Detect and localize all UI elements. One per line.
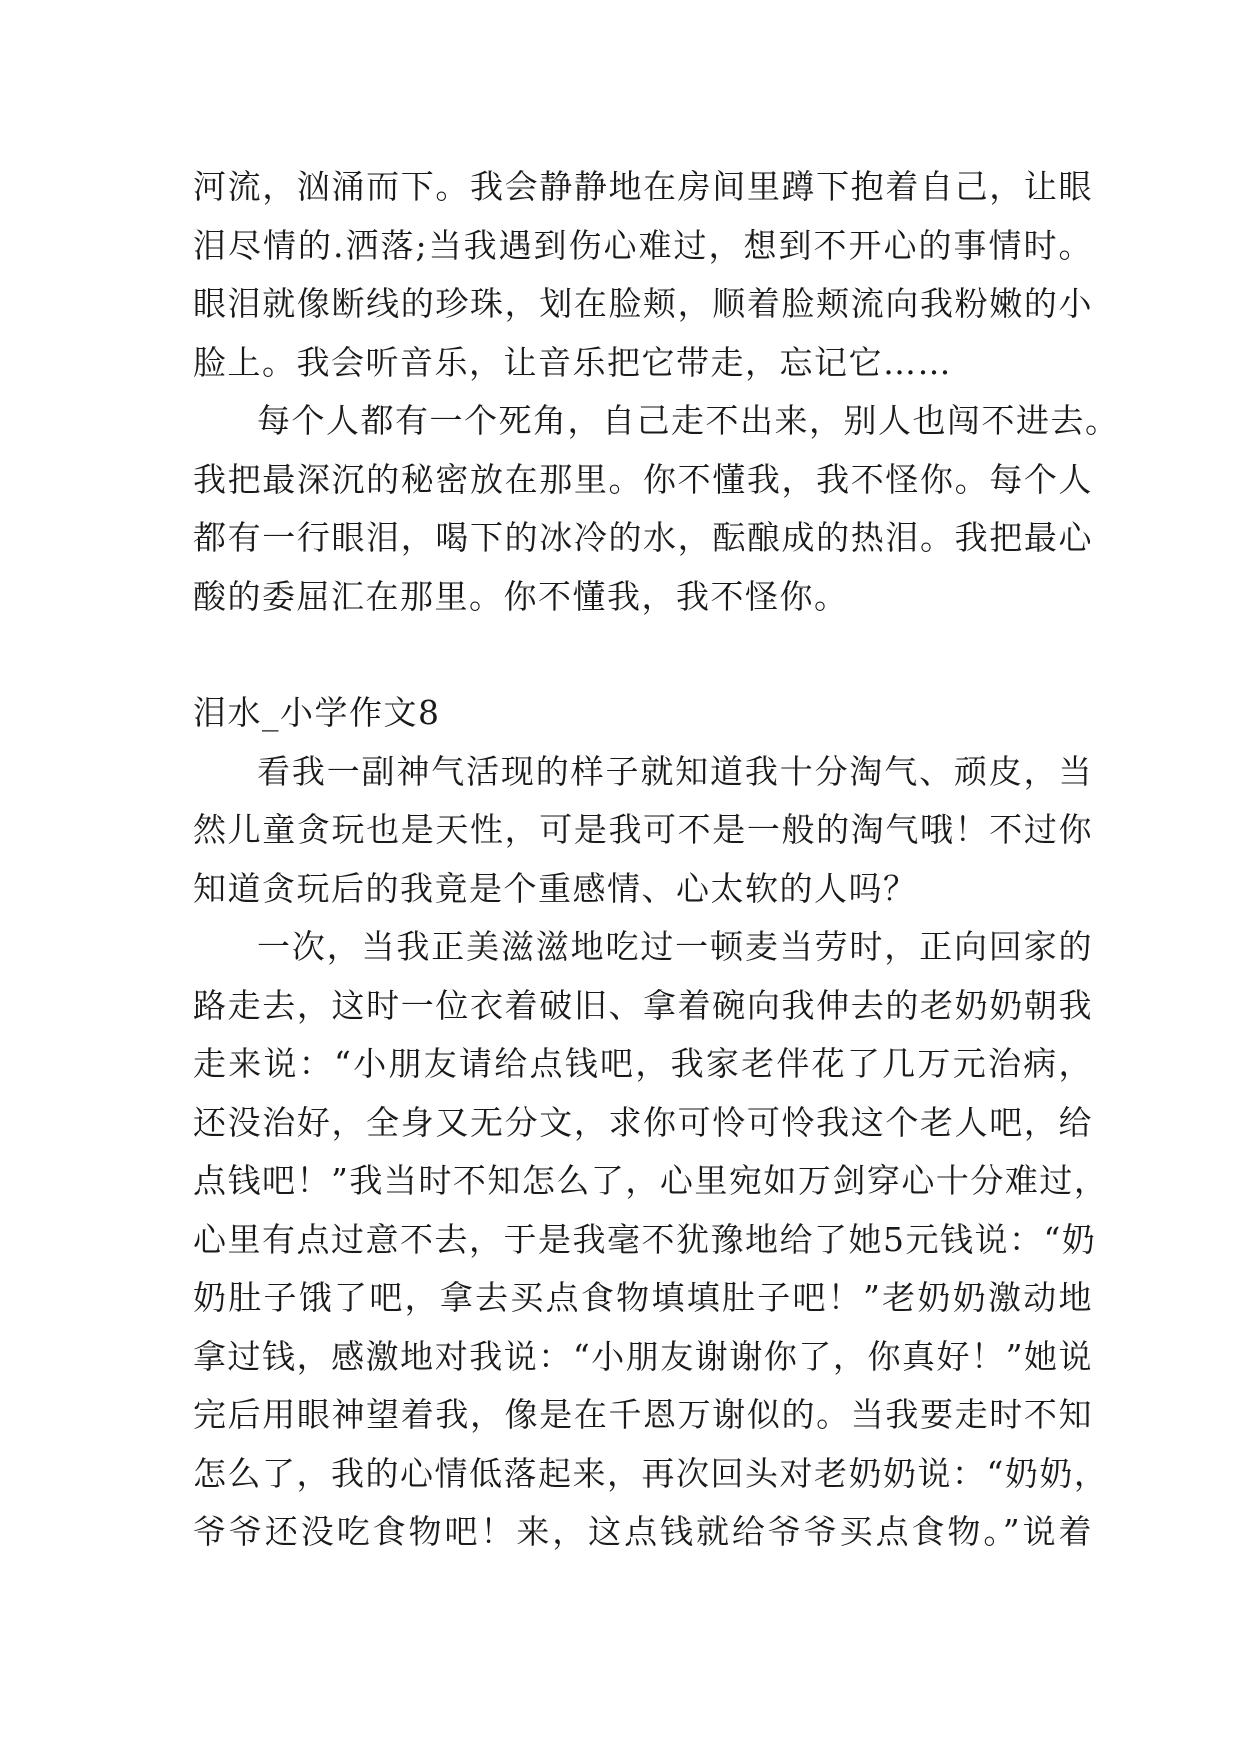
text-line: 眼泪就像断线的珍珠，划在脸颊，顺着脸颊流向我粉嫩的小 (193, 284, 1093, 323)
paragraph-naughty (193, 743, 1093, 919)
text-line: 然儿童贪玩也是天性，可是我可不是一般的淘气哦！不过你 (193, 810, 1093, 849)
text-line: 还没治好，全身又无分文，求你可怜可怜我这个老人吧，给 (193, 1102, 1093, 1142)
text-line: 点钱吧！”我当时不知怎么了，心里宛如万剑穿心十分难过， (193, 1161, 1109, 1200)
text-line: 都有一行眼泪，喝下的冰冷的水，酝酿成的热泪。我把最心 (193, 518, 1093, 557)
section-title: 泪水_小学作文8 (193, 693, 441, 732)
text-line: 泪尽情的.洒落;当我遇到伤心难过，想到不开心的事情时。 (193, 225, 1093, 265)
paragraph-grandma-story (193, 918, 1109, 1562)
document-body (193, 158, 1120, 1562)
text-line: 爷爷还没吃食物吧！来，这点钱就给爷爷买点食物。”说着 (193, 1512, 1093, 1551)
text-line: 河流，汹涌而下。我会静静地在房间里蹲下抱着自己，让眼 (193, 167, 1093, 206)
text-line: 拿过钱，感激地对我说：“小朋友谢谢你了，你真好！”她说 (193, 1336, 1093, 1376)
paragraph-continuation (193, 158, 1093, 392)
text-line: 我把最深沉的秘密放在那里。你不懂我，我不怪你。每个人 (193, 459, 1093, 499)
text-line: 路走去，这时一位衣着破旧、拿着碗向我伸去的老奶奶朝我 (193, 985, 1093, 1025)
text-line: 奶肚子饿了吧，拿去买点食物填填肚子吧！”老奶奶激动地 (193, 1278, 1093, 1317)
text-line: 走来说：“小朋友请给点钱吧，我家老伴花了几万元治病， (193, 1044, 1093, 1083)
text-line: 知道贪玩后的我竟是个重感情、心太软的人吗？ (193, 868, 918, 908)
text-line: 酸的委屈汇在那里。你不懂我，我不怪你。 (193, 576, 849, 616)
paragraph-dead-corner (193, 392, 1120, 626)
text-line: 脸上。我会听音乐，让音乐把它带走，忘记它…… (193, 342, 952, 382)
text-line: 每个人都有一个死角，自己走不出来，别人也闯不进去。 (257, 401, 1120, 440)
section-gap (193, 626, 1093, 684)
text-line: 完后用眼神望着我，像是在千恩万谢似的。当我要走时不知 (193, 1395, 1093, 1434)
text-line: 怎么了，我的心情低落起来，再次回头对老奶奶说：“奶奶， (193, 1453, 1109, 1493)
text-line: 看我一副神气活现的样子就知道我十分淘气、顽皮，当 (257, 751, 1093, 791)
text-line: 一次，当我正美滋滋地吃过一顿麦当劳时，正向回家的 (257, 927, 1093, 966)
text-line: 心里有点过意不去，于是我毫不犹豫地给了她5元钱说：“奶 (193, 1219, 1097, 1259)
